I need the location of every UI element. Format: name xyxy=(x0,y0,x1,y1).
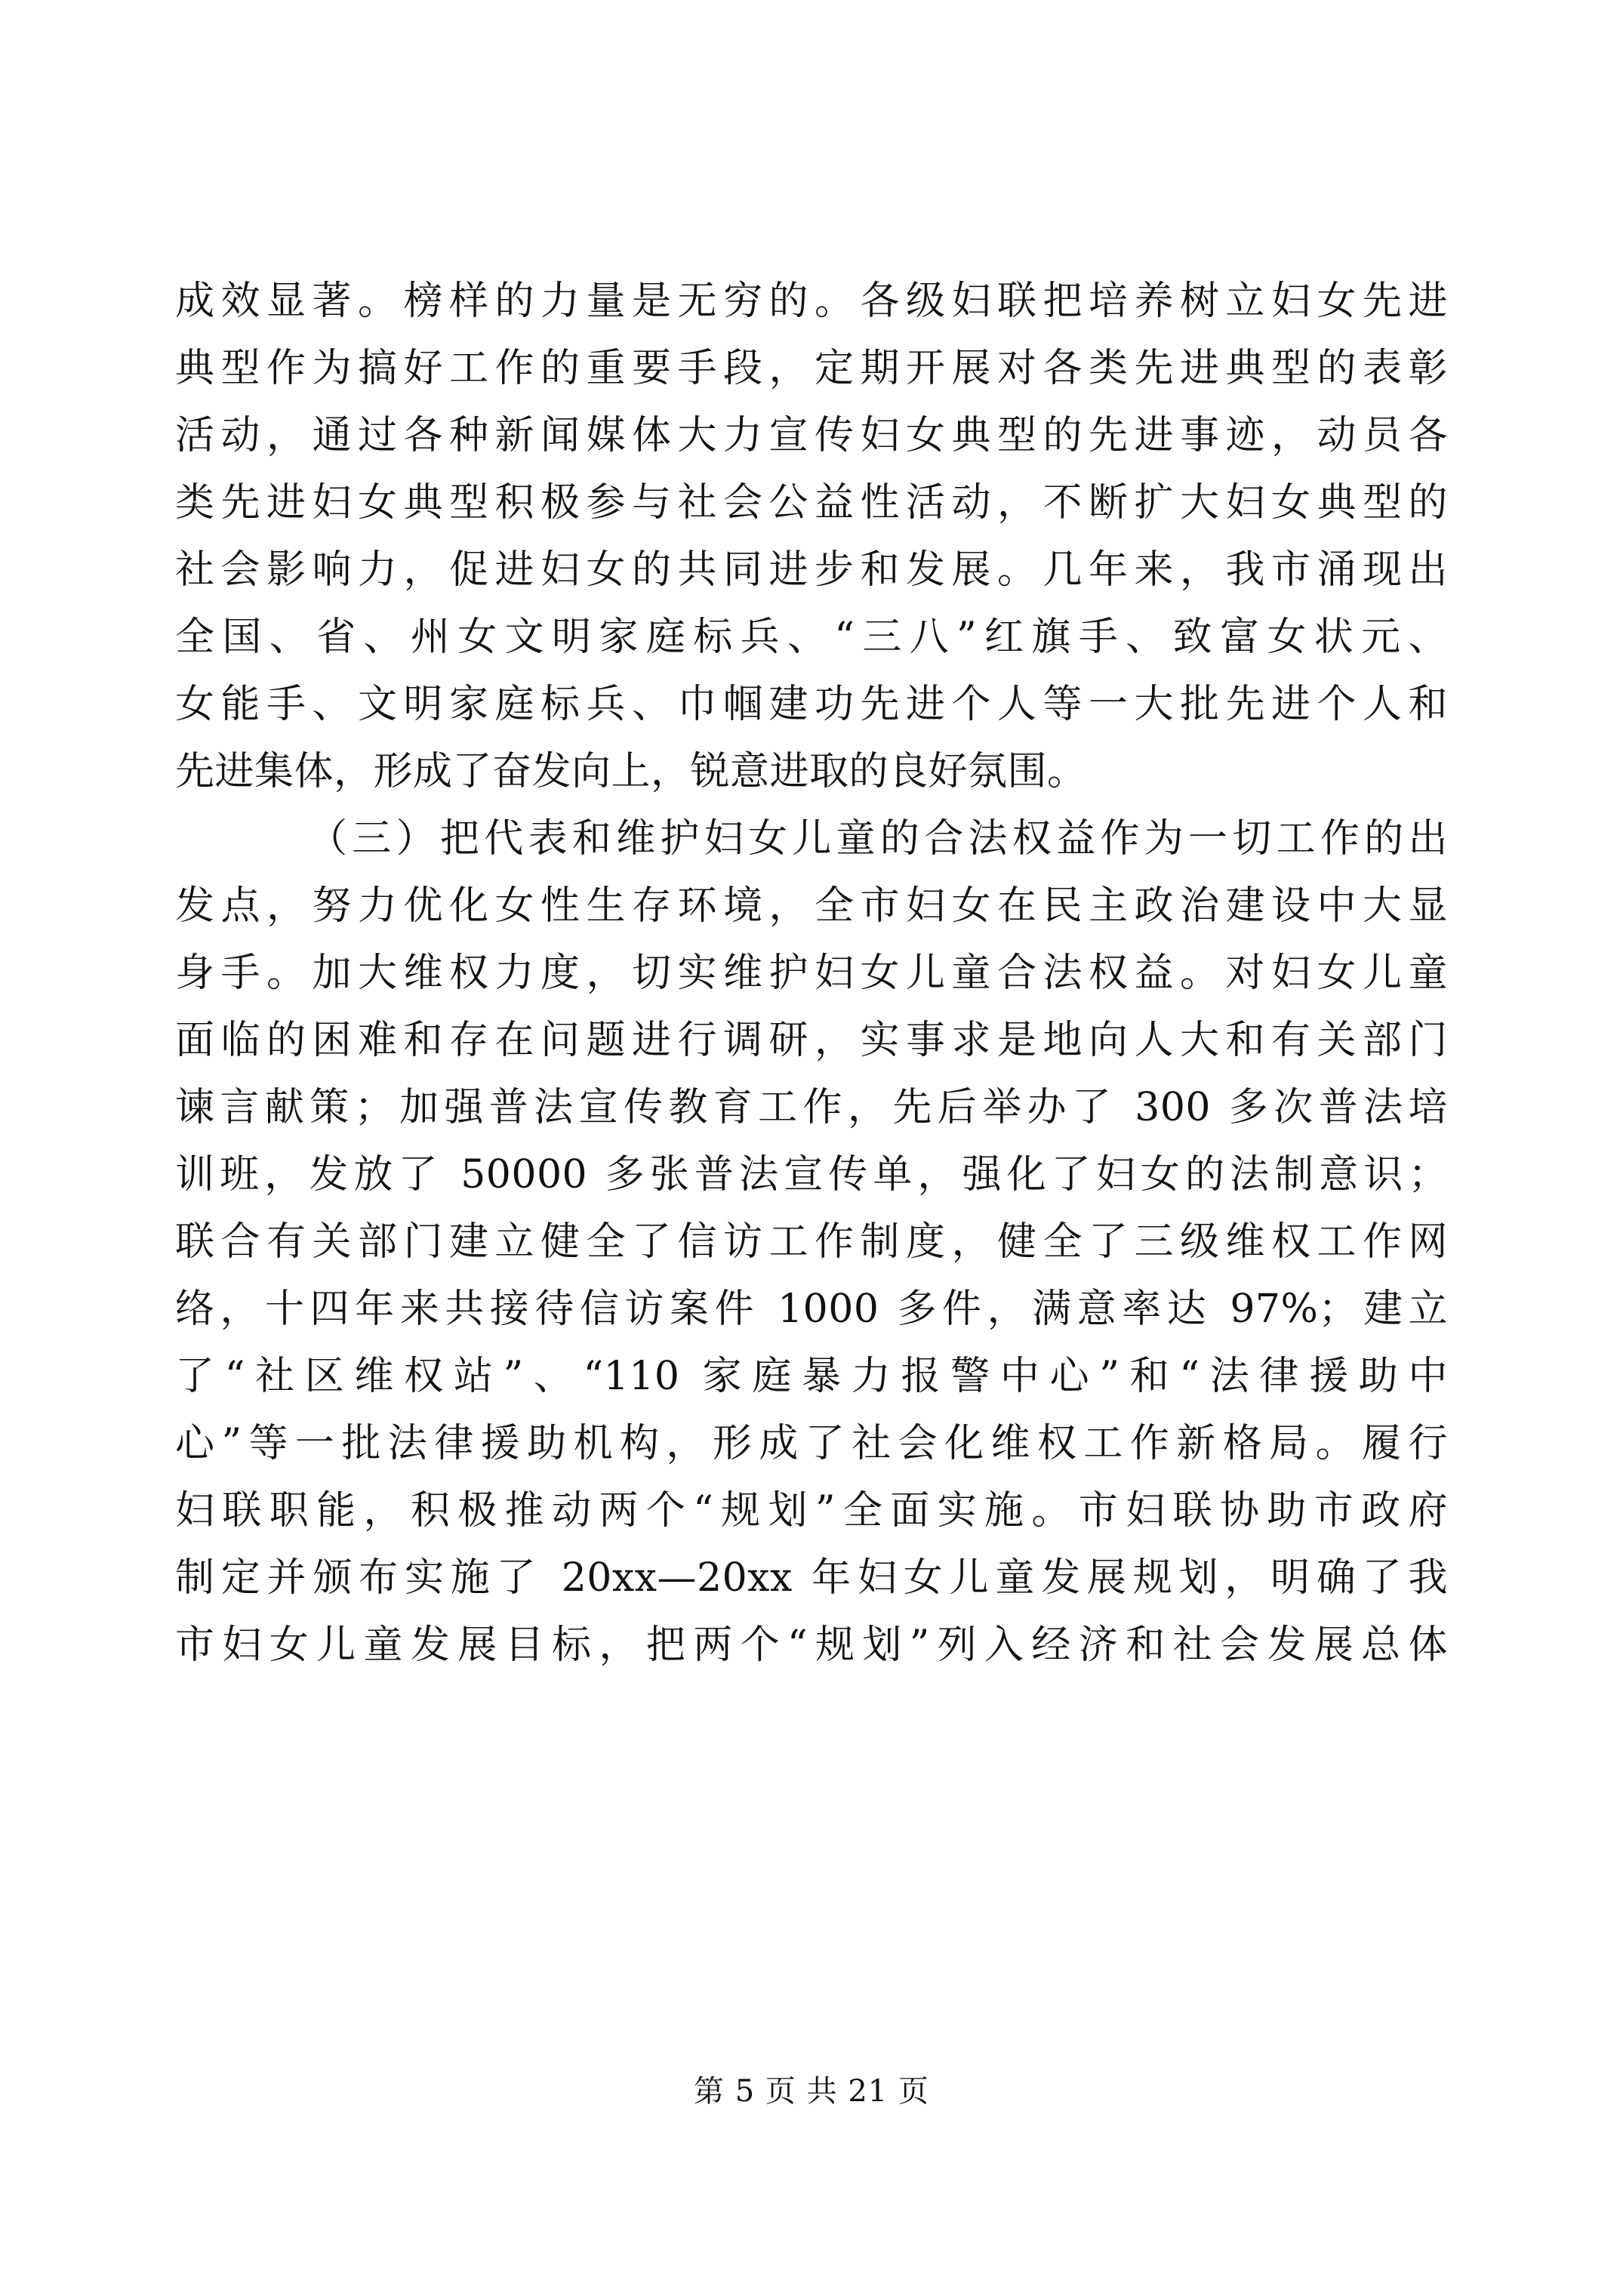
paragraph-line: 活动，通过各种新闻媒体大力宣传妇女典型的先进事迹，动员各 xyxy=(175,413,1448,458)
paragraph-line: 成效显著。榜样的力量是无穷的。各级妇联把培养树立妇女先进 xyxy=(175,279,1448,324)
paragraph-1 xyxy=(175,268,1448,806)
paragraph-line: 发点，努力优化女性生存环境，全市妇女在民主政治建设中大显 xyxy=(175,883,1448,929)
paragraph-line: 社会影响力，促进妇女的共同进步和发展。几年来，我市涌现出 xyxy=(175,547,1448,593)
paragraph-line: 女能手、文明家庭标兵、巾帼建功先进个人等一大批先进个人和 xyxy=(175,682,1448,727)
paragraph-line: 联合有关部门建立健全了信访工作制度，健全了三级维权工作网 xyxy=(175,1219,1448,1265)
paragraph-line: 制定并颁布实施了 20xx—20xx 年妇女儿童发展规划，明确了我 xyxy=(175,1555,1448,1601)
paragraph-2 xyxy=(175,806,1448,1679)
paragraph-line: 谏言献策；加强普法宣传教育工作，先后举办了 300 多次普法培 xyxy=(175,1085,1448,1130)
page-number-footer: 第 5 页 共 21 页 xyxy=(694,2074,929,2109)
paragraph-line: 类先进妇女典型积极参与社会公益性活动，不断扩大妇女典型的 xyxy=(175,480,1448,525)
paragraph-line: （三）把代表和维护妇女儿童的合法权益作为一切工作的出 xyxy=(308,816,1448,861)
paragraph-line: 妇联职能，积极推动两个“规划”全面实施。市妇联协助市政府 xyxy=(175,1488,1448,1533)
paragraph-line: 全国、省、州女文明家庭标兵、“三八”红旗手、致富女状元、 xyxy=(175,615,1448,660)
paragraph-line: 络，十四年来共接待信访案件 1000 多件，满意率达 97%；建立 xyxy=(175,1287,1448,1332)
paragraph-line: 典型作为搞好工作的重要手段，定期开展对各类先进典型的表彰 xyxy=(175,346,1448,391)
document-body xyxy=(175,268,1448,1679)
paragraph-line: 训班，发放了 50000 多张普法宣传单，强化了妇女的法制意识； xyxy=(175,1152,1448,1197)
paragraph-line: 心”等一批法律援助机构，形成了社会化维权工作新格局。履行 xyxy=(175,1421,1448,1466)
paragraph-line: 市妇女儿童发展目标，把两个“规划”列入经济和社会发展总体 xyxy=(175,1623,1448,1668)
paragraph-line: 面临的困难和存在问题进行调研，实事求是地向人大和有关部门 xyxy=(175,1018,1448,1063)
paragraph-line: 先进集体，形成了奋发向上，锐意进取的良好氛围。 xyxy=(175,749,1087,794)
paragraph-line: 身手。加大维权力度，切实维护妇女儿童合法权益。对妇女儿童 xyxy=(175,951,1448,996)
paragraph-line: 了“社区维权站”、“110 家庭暴力报警中心”和“法律援助中 xyxy=(175,1354,1448,1399)
